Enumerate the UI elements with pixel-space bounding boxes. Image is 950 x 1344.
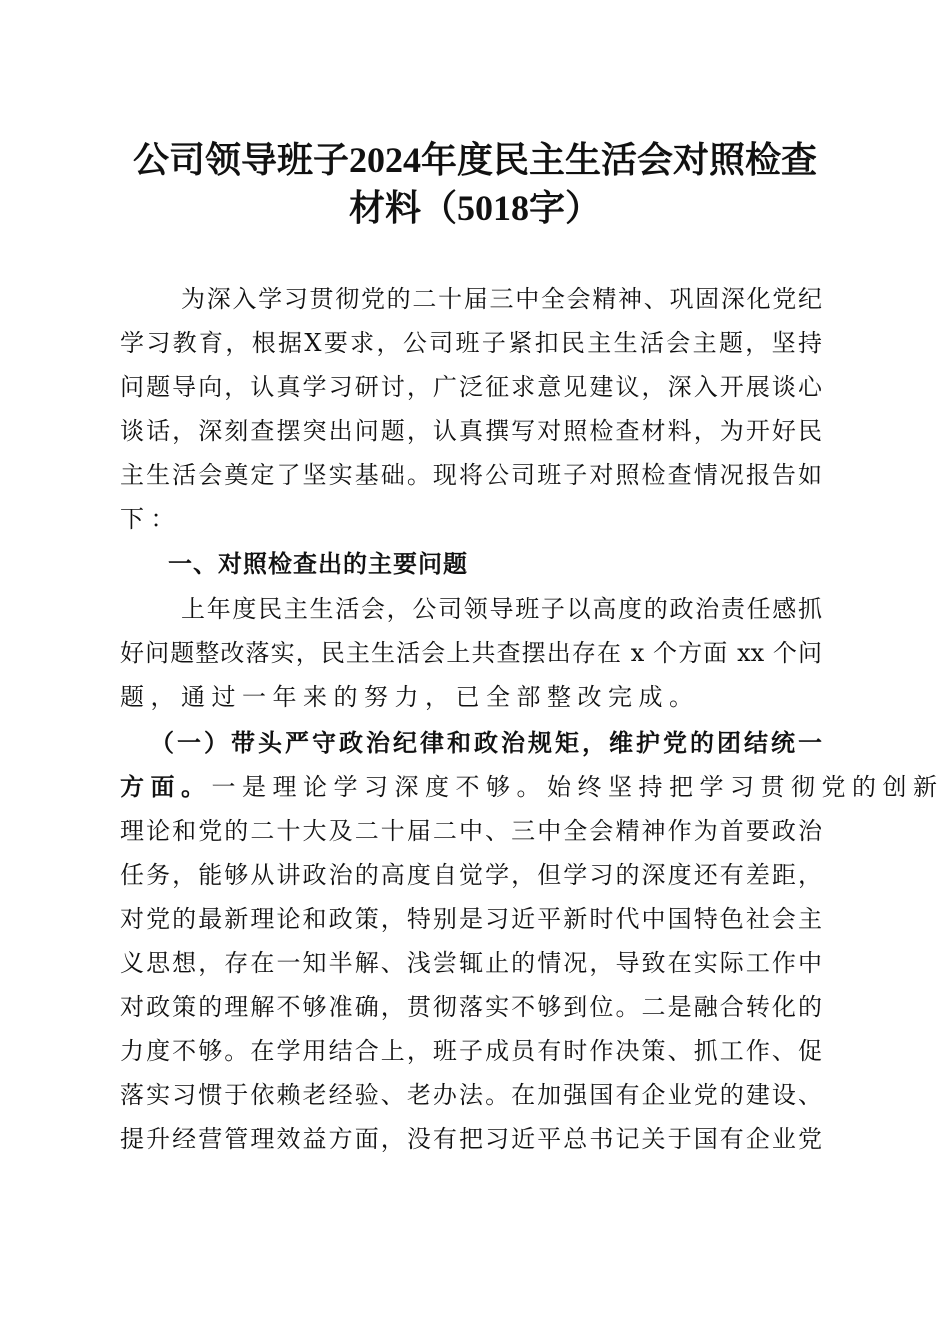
- paragraph-line: 对政策的理解不够准确，贯彻落实不够到位。二是融合转化的: [120, 993, 822, 1021]
- document-title-line-2: 材料（5018字）: [348, 188, 601, 228]
- paragraph-line: [120, 772, 944, 802]
- paragraph-line: 力度不够。在学用结合上，班子成员有时作决策、抓工作、促: [120, 1037, 822, 1065]
- intro-line: 谈话，深刻查摆突出问题，认真撰写对照检查材料，为开好民: [120, 417, 822, 445]
- section-heading: 一、对照检查出的主要问题: [168, 550, 468, 578]
- intro-line: 问题导向，认真学习研讨，广泛征求意见建议，深入开展谈心: [120, 373, 822, 401]
- paragraph-line: 对党的最新理论和政策，特别是习近平新时代中国特色社会主: [120, 905, 822, 933]
- paragraph-line: 理论和党的二十大及二十届二中、三中全会精神作为首要政治: [120, 817, 822, 845]
- paragraph-line: 落实习惯于依赖老经验、老办法。在加强国有企业党的建设、: [120, 1081, 822, 1109]
- paragraph-line: 好问题整改落实，民主生活会上共查摆出存在 x 个方面 xx 个问: [120, 639, 822, 667]
- intro-line: 下：: [120, 505, 181, 533]
- paragraph-line: 义思想，存在一知半解、浅尝辄止的情况，导致在实际工作中: [120, 949, 822, 977]
- paragraph-line: 提升经营管理效益方面，没有把习近平总书记关于国有企业党: [120, 1125, 822, 1153]
- intro-line: 主生活会奠定了坚实基础。现将公司班子对照检查情况报告如: [120, 461, 822, 489]
- subsection-heading: （一）带头严守政治纪律和政治规矩，维护党的团结统一: [150, 728, 822, 757]
- document-title-line-1: 公司领导班子2024年度民主生活会对照检查: [132, 140, 817, 180]
- paragraph-text: 一是理论学习深度不够。始终坚持把学习贯彻党的创新: [211, 773, 944, 801]
- paragraph-line: 任务，能够从讲政治的高度自觉学，但学习的深度还有差距，: [120, 861, 822, 889]
- paragraph-line: 上年度民主生活会，公司领导班子以高度的政治责任感抓: [181, 595, 822, 623]
- subsection-heading-end: 方面。: [120, 772, 212, 801]
- paragraph-line: 题，通过一年来的努力，已全部整改完成。: [120, 683, 700, 711]
- intro-line: 为深入学习贯彻党的二十届三中全会精神、巩固深化党纪: [181, 285, 822, 313]
- intro-line: 学习教育，根据X要求，公司班子紧扣民主生活会主题，坚持: [120, 329, 822, 357]
